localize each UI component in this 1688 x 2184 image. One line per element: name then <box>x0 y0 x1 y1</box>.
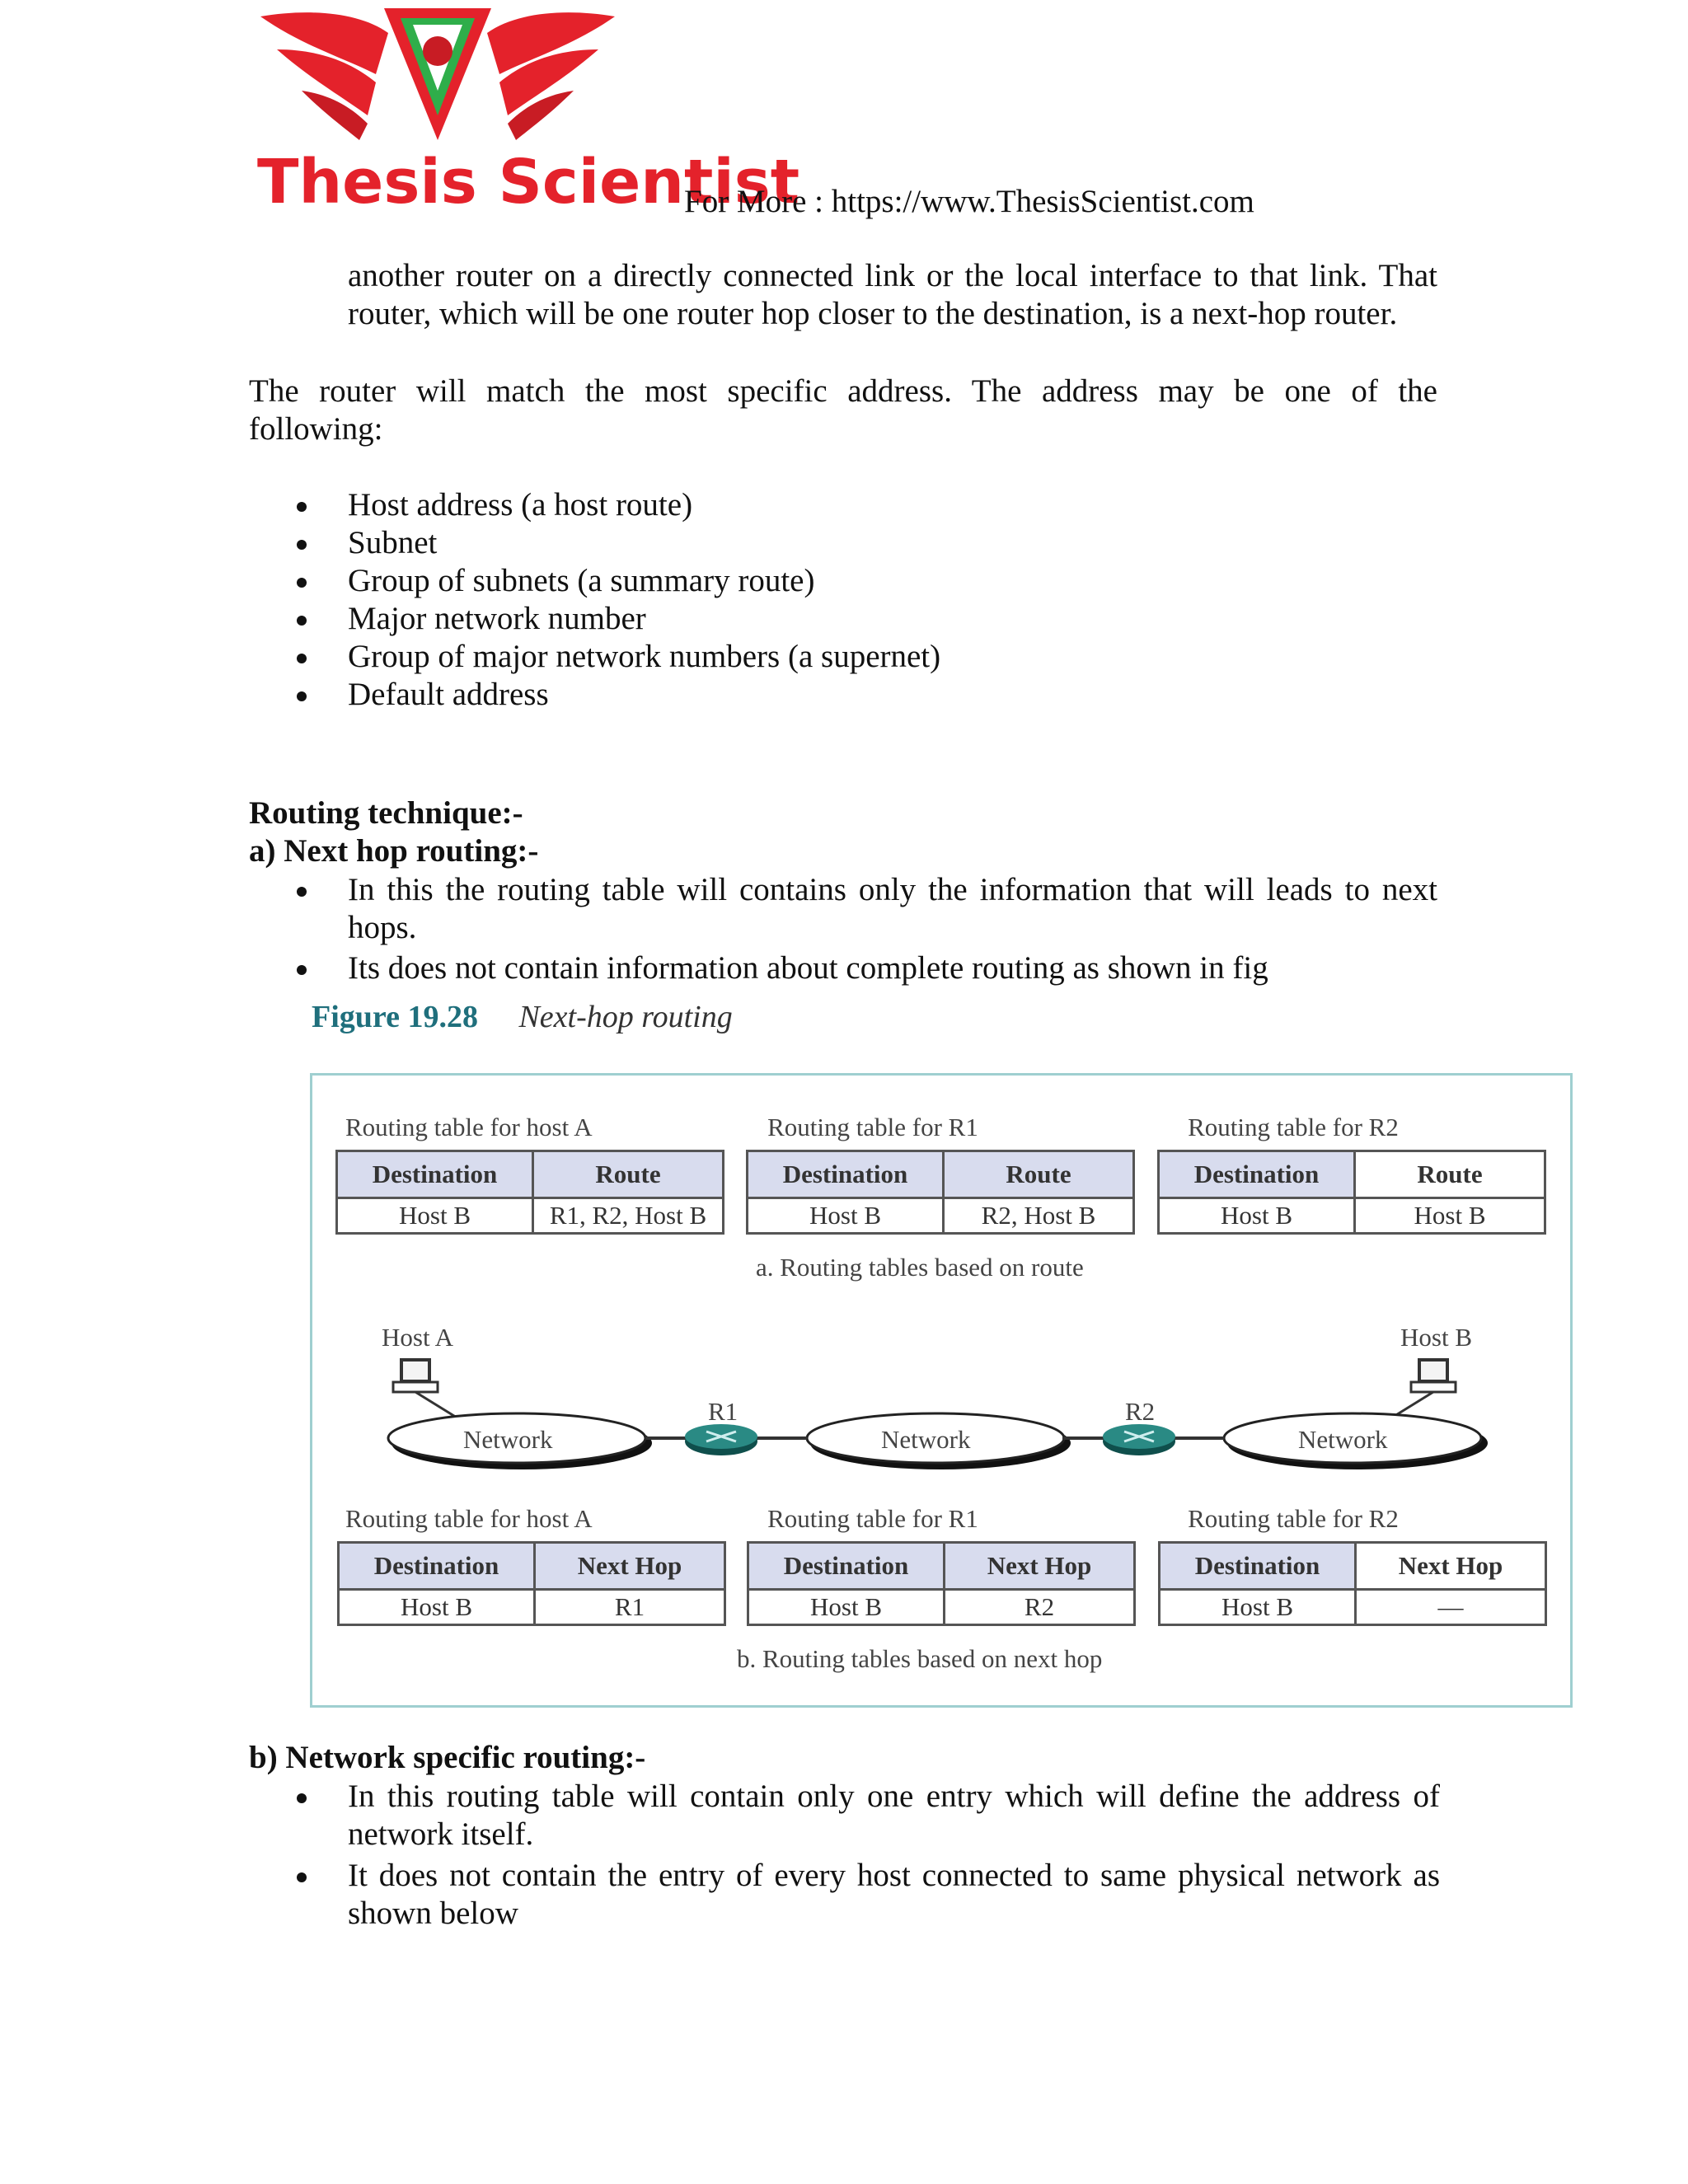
network-specific-bullet-2-line-1: It does not contain the entry of every host connected to same physical network as <box>348 1858 1440 1893</box>
table-cell: Host B <box>748 1590 945 1625</box>
list-item: Major network number <box>348 601 646 636</box>
network-label-3: Network <box>1298 1425 1388 1454</box>
bottom-subcaption: b. Routing tables based on next hop <box>737 1644 1103 1673</box>
router-r2-label: R2 <box>1125 1397 1156 1426</box>
table-cell: R2, Host B <box>944 1198 1134 1234</box>
bullet-icon <box>297 887 307 897</box>
next-hop-table-r2 <box>1158 1541 1547 1626</box>
table-caption-r2-route: Routing table for R2 <box>1188 1113 1399 1141</box>
table-caption-host-a-next-hop: Routing table for host A <box>345 1504 593 1533</box>
network-specific-bullet-1-line-2: network itself. <box>348 1816 534 1852</box>
table-header: Route <box>1355 1151 1545 1198</box>
table-cell: R1, R2, Host B <box>533 1198 724 1234</box>
next-hop-routing-heading: a) Next hop routing:- <box>249 833 539 869</box>
bullet-icon <box>297 965 307 975</box>
figure-number: Figure 19.28 <box>312 1000 478 1034</box>
figure-caption: Next-hop routing <box>518 1000 733 1034</box>
table-header: Destination <box>337 1151 533 1198</box>
bullet-icon <box>297 578 307 588</box>
table-header: Destination <box>748 1543 945 1590</box>
next-hop-bullet-2: Its does not contain information about complete routing as shown in fig <box>348 950 1268 986</box>
table-cell: Host B <box>1159 1198 1355 1234</box>
table-header: Route <box>533 1151 724 1198</box>
network-label-2: Network <box>881 1425 971 1454</box>
next-hop-bullet-1-line-2: hops. <box>348 910 417 945</box>
router-r2-icon <box>1103 1424 1175 1455</box>
router-r1-label: R1 <box>708 1397 738 1426</box>
intro-line-1: another router on a directly connected link or the local interface to that link. That <box>348 258 1437 293</box>
routing-technique-heading: Routing technique:- <box>249 795 523 831</box>
table-caption-r1-route: Routing table for R1 <box>767 1113 978 1141</box>
table-header: Next Hop <box>535 1543 725 1590</box>
table-header: Next Hop <box>945 1543 1135 1590</box>
list-item: Default address <box>348 677 549 712</box>
list-item: Host address (a host route) <box>348 487 693 523</box>
bullet-icon <box>297 691 307 701</box>
network-label-1: Network <box>463 1425 553 1454</box>
list-item: Group of major network numbers (a supernet) <box>348 639 941 674</box>
network-specific-heading: b) Network specific routing:- <box>249 1740 646 1775</box>
table-header: Next Hop <box>1356 1543 1546 1590</box>
network-specific-bullet-2-line-2: shown below <box>348 1896 518 1931</box>
table-header: Route <box>944 1151 1134 1198</box>
table-caption-r1-next-hop: Routing table for R1 <box>767 1504 978 1533</box>
table-cell: Host B <box>748 1198 944 1234</box>
table-cell: — <box>1356 1590 1546 1625</box>
table-cell: R1 <box>535 1590 725 1625</box>
table-caption-r2-next-hop: Routing table for R2 <box>1188 1504 1399 1533</box>
match-para-line-2: following: <box>249 411 383 447</box>
bullet-icon <box>297 1793 307 1803</box>
bullet-icon <box>297 1872 307 1882</box>
host-a-label: Host A <box>382 1323 453 1352</box>
table-header: Destination <box>1160 1543 1356 1590</box>
host-b-label: Host B <box>1400 1323 1472 1352</box>
bullet-icon <box>297 540 307 550</box>
router-r1-icon <box>685 1424 757 1455</box>
host-b-computer-icon <box>1411 1360 1456 1392</box>
table-cell: Host B <box>337 1198 533 1234</box>
figure-title <box>312 999 733 1035</box>
list-item: Group of subnets (a summary route) <box>348 563 815 598</box>
match-para-line-1: The router will match the most specific address. The address may be one of the <box>249 373 1437 409</box>
network-specific-bullet-1-line-1: In this routing table will contain only one entry which will define the address of <box>348 1779 1440 1814</box>
intro-line-2: router, which will be one router hop closer to the destination, is a next-hop router. <box>348 296 1398 331</box>
logo-text: Thesis Scientist <box>257 147 800 218</box>
top-subcaption: a. Routing tables based on route <box>756 1253 1084 1282</box>
next-hop-table-host-a <box>337 1541 726 1626</box>
table-cell: Host B <box>1160 1590 1356 1625</box>
next-hop-bullet-1-line-1: In this the routing table will contains only the information that will leads to next <box>348 872 1437 907</box>
bullet-icon <box>297 654 307 663</box>
list-item: Subnet <box>348 525 438 560</box>
table-cell: R2 <box>945 1590 1135 1625</box>
bullet-icon <box>297 502 307 512</box>
table-header: Destination <box>1159 1151 1355 1198</box>
table-cell: Host B <box>339 1590 535 1625</box>
header-more-link[interactable]: For More : https://www.ThesisScientist.com <box>684 184 1254 219</box>
table-caption-host-a-route: Routing table for host A <box>345 1113 593 1141</box>
table-cell: Host B <box>1355 1198 1545 1234</box>
bullet-icon <box>297 616 307 626</box>
next-hop-routing-figure <box>310 1073 1573 1708</box>
host-a-computer-icon <box>393 1360 438 1392</box>
table-header: Destination <box>748 1151 944 1198</box>
next-hop-table-r1 <box>747 1541 1136 1626</box>
table-header: Destination <box>339 1543 535 1590</box>
